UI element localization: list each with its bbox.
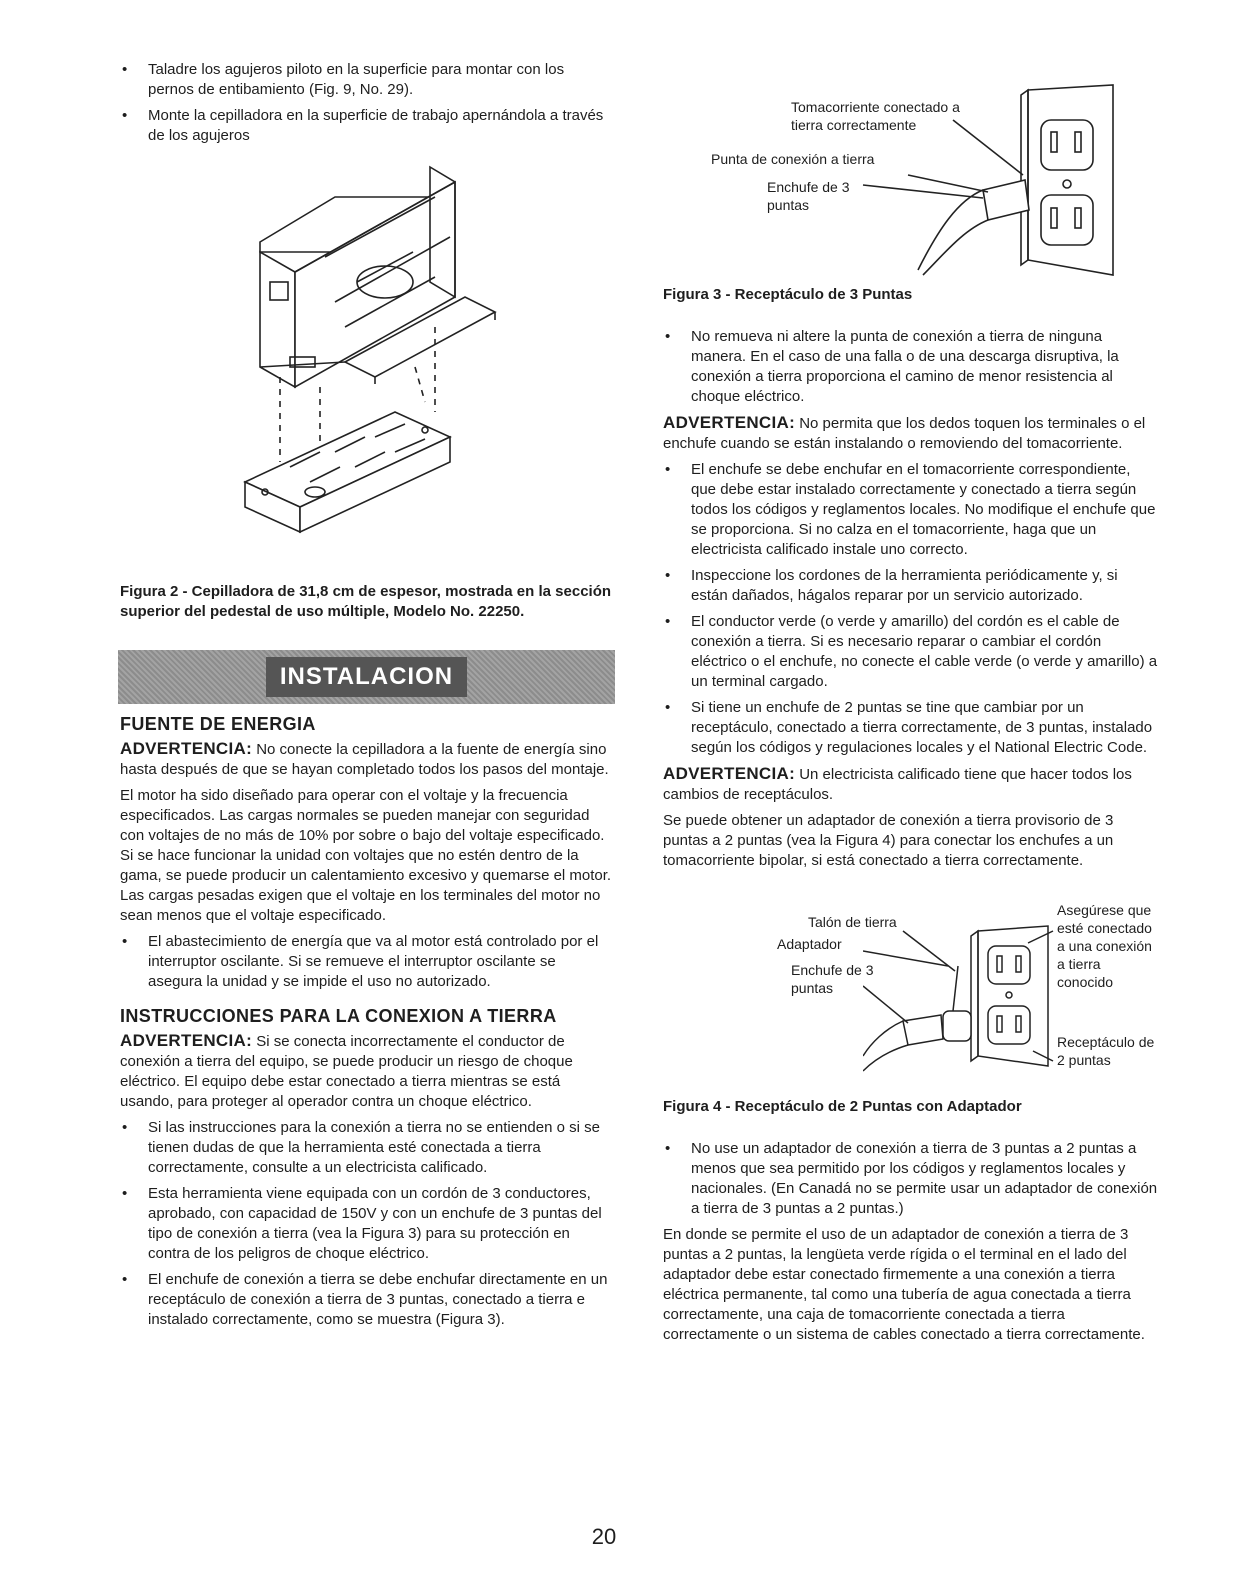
grounding-list: [120, 1118, 612, 1330]
warning-text: No conecte la cepilladora a la fuente de energía sino hasta después de que se hayan completado todos los pasos del montaje.: [120, 741, 609, 778]
list-item: • El enchufe de conexión a tierra se debe enchufar directamente en un receptáculo de conexión a tierra de 3 puntas, conectado a tierra e instalado correctamente, como se muestra (Figura 3).: [120, 1270, 612, 1330]
plug-rules-list: [663, 460, 1158, 758]
label-receptaculo: Receptáculo de 2 puntas: [1057, 1034, 1155, 1068]
banner-title: INSTALACION: [266, 657, 467, 697]
list-item: • Taladre los agujeros piloto en la superficie para montar con los pernos de entibamiento (Fig. 9, No. 29).: [120, 60, 612, 100]
list-item: • Si las instrucciones para la conexión a tierra no se entienden o si se tienen dudas de que la herramienta esté conectada a tierra correctamente, consulte a un electricista calificado.: [120, 1118, 612, 1178]
warning-text: Si se conecta incorrectamente el conductor de conexión a tierra del equipo, se puede producir un riesgo de choque eléctrico. El equipo debe estar conectado a tierra mientras se está usando, para proteger al operador contra un choque eléctrico.: [120, 1033, 573, 1110]
figure-3-caption: Figura 3 - Receptáculo de 3 Puntas: [663, 286, 913, 303]
list-item: • Si tiene un enchufe de 2 puntas se tine que cambiar por un receptáculo, conectado a tierra correctamente, de 3 puntas, instalado según los códigos y regulaciones locales y el National Electric Code.: [663, 698, 1158, 758]
mounting-steps-list: [120, 60, 612, 146]
warning-paragraph: [120, 1031, 612, 1112]
warning-label: ADVERTENCIA:: [120, 739, 253, 758]
motor-paragraph: El motor ha sido diseñado para operar con el voltaje y la frecuencia especificados. Las cargas normales se pueden manejar con seguridad con voltajes de no más de 10% por sobre o bajo del voltaje especificado. Si se hace funcionar la unidad con voltajes que no estén dentro de la gama, se puede producir un calentamiento excesivo y quemarse el motor. Las cargas pesadas exigen que el voltaje en los terminales del motor no sean menos que el voltaje especificado.: [120, 787, 612, 924]
no-use-list: [663, 1139, 1158, 1219]
figure-2-caption: Figura 2 - Cepilladora de 31,8 cm de espesor, mostrada en la sección superior del pedestal de uso múltiple, Modelo No. 22250.: [120, 583, 612, 620]
section-title-grounding: INSTRUCCIONES PARA LA CONEXION A TIERRA: [120, 1006, 557, 1026]
three-prong-receptacle-illustration: [853, 80, 1133, 280]
list-item: • El enchufe se debe enchufar en el tomacorriente correspondiente, que debe estar instalado correctamente y conectado a tierra según todos los códigos y reglamentos locales. No modifique el enchufe que se proporciona. Si no calza en el tomacorriente, haga que un electricista calificado instale uno correcto.: [663, 460, 1158, 560]
warning-paragraph: [663, 764, 1158, 805]
figure-4: [663, 901, 1158, 1091]
label-asegurese: Asegúrese que esté conectado a una conexión a tierra conocido: [1057, 902, 1152, 990]
figure-4-caption: Figura 4 - Receptáculo de 2 Puntas con Adaptador: [663, 1098, 1022, 1115]
warning-paragraph: [663, 413, 1158, 454]
label-punta: Punta de conexión a tierra: [711, 151, 875, 167]
list-item: • El conductor verde (o verde y amarillo) del cordón es el cable de conexión a tierra. Si es necesario reparar o cambiar el cordón eléctrico o el enchufe, no conecte el cable verde (o verde y amarillo) a un terminal cargado.: [663, 612, 1158, 692]
final-paragraph: En donde se permite el uso de un adaptador de conexión a tierra de 3 puntas a 2 puntas, la lengüeta verde rígida o el terminal en el lado del adaptador debe estar conectado firmemente a una conexión a tierra eléctrica permanente, tal como una tubería de agua conectada a tierra correctamente, una caja de tomacorriente conectada a tierra correctamente o un sistema de cables conectado a tierra correctamente.: [663, 1226, 1145, 1343]
warning-paragraph: [120, 739, 612, 780]
switch-list: [120, 932, 612, 992]
adapter-paragraph: Se puede obtener un adaptador de conexión a tierra provisorio de 3 puntas a 2 puntas (vea la Figura 4) para conectar los enchufes a un tomacorriente bipolar, si está conectado a tierra correctamente.: [663, 812, 1114, 869]
label-enchufe: Enchufe de 3 puntas: [767, 179, 850, 213]
list-item: • El abastecimiento de energía que va al motor está controlado por el interruptor oscilante. Si se remueve el interruptor oscilante se asegura la unidad y se impide el uso no autorizado.: [120, 932, 612, 992]
adapter-receptacle-illustration: [863, 911, 1058, 1081]
list-item: • Esta herramienta viene equipada con un cordón de 3 conductores, aprobado, con capacidad de 150V y con un enchufe de 3 puntas del tipo de conexión a tierra (vea la Figura 3) para su protección en contra de los peligros de choque eléctrico.: [120, 1184, 612, 1264]
warning-label: ADVERTENCIA:: [120, 1031, 253, 1050]
label-adaptador: Adaptador: [777, 936, 842, 952]
label-talon: Talón de tierra: [808, 914, 897, 930]
figure-3: [663, 60, 1158, 285]
page-number: 20: [591, 1524, 617, 1549]
list-item: • No use un adaptador de conexión a tierra de 3 puntas a 2 puntas a menos que sea permitido por los códigos y reglamentos locales y nacionales. (En Canadá no se permite usar un adaptador de conexión a tierra de 3 puntas a 2 puntas.): [663, 1139, 1158, 1219]
warning-label: ADVERTENCIA:: [663, 413, 796, 432]
warning-label: ADVERTENCIA:: [663, 764, 796, 783]
right-column: [663, 60, 1158, 1351]
planer-on-pedestal-illustration: [235, 162, 635, 562]
list-item: • Inspeccione los cordones de la herramienta periódicamente y, si están dañados, hágalos reparar por un servicio autorizado.: [663, 566, 1158, 606]
no-remove-list: [663, 327, 1158, 407]
section-banner: [118, 650, 615, 704]
list-item: • Monte la cepilladora en la superficie de trabajo apernándola a través de los agujeros: [120, 106, 612, 146]
label-tomacorriente: Tomacorriente conectado a tierra correctamente: [791, 99, 960, 133]
label-enchufe-4: Enchufe de 3 puntas: [791, 962, 874, 996]
list-item: • No remueva ni altere la punta de conexión a tierra de ninguna manera. En el caso de una falla o de una descarga disruptiva, la conexión a tierra proporciona el camino de menor resistencia al choque eléctrico.: [663, 327, 1158, 407]
warning-text: Un electricista calificado tiene que hacer todos los cambios de receptáculos.: [663, 766, 1132, 803]
section-title-power: FUENTE DE ENERGIA: [120, 714, 316, 734]
figure-2: [120, 152, 612, 572]
warning-text: No permita que los dedos toquen los terminales o el enchufe cuando se están instalando o removiendo del tomacorriente.: [663, 415, 1146, 452]
left-column: [120, 60, 612, 1336]
